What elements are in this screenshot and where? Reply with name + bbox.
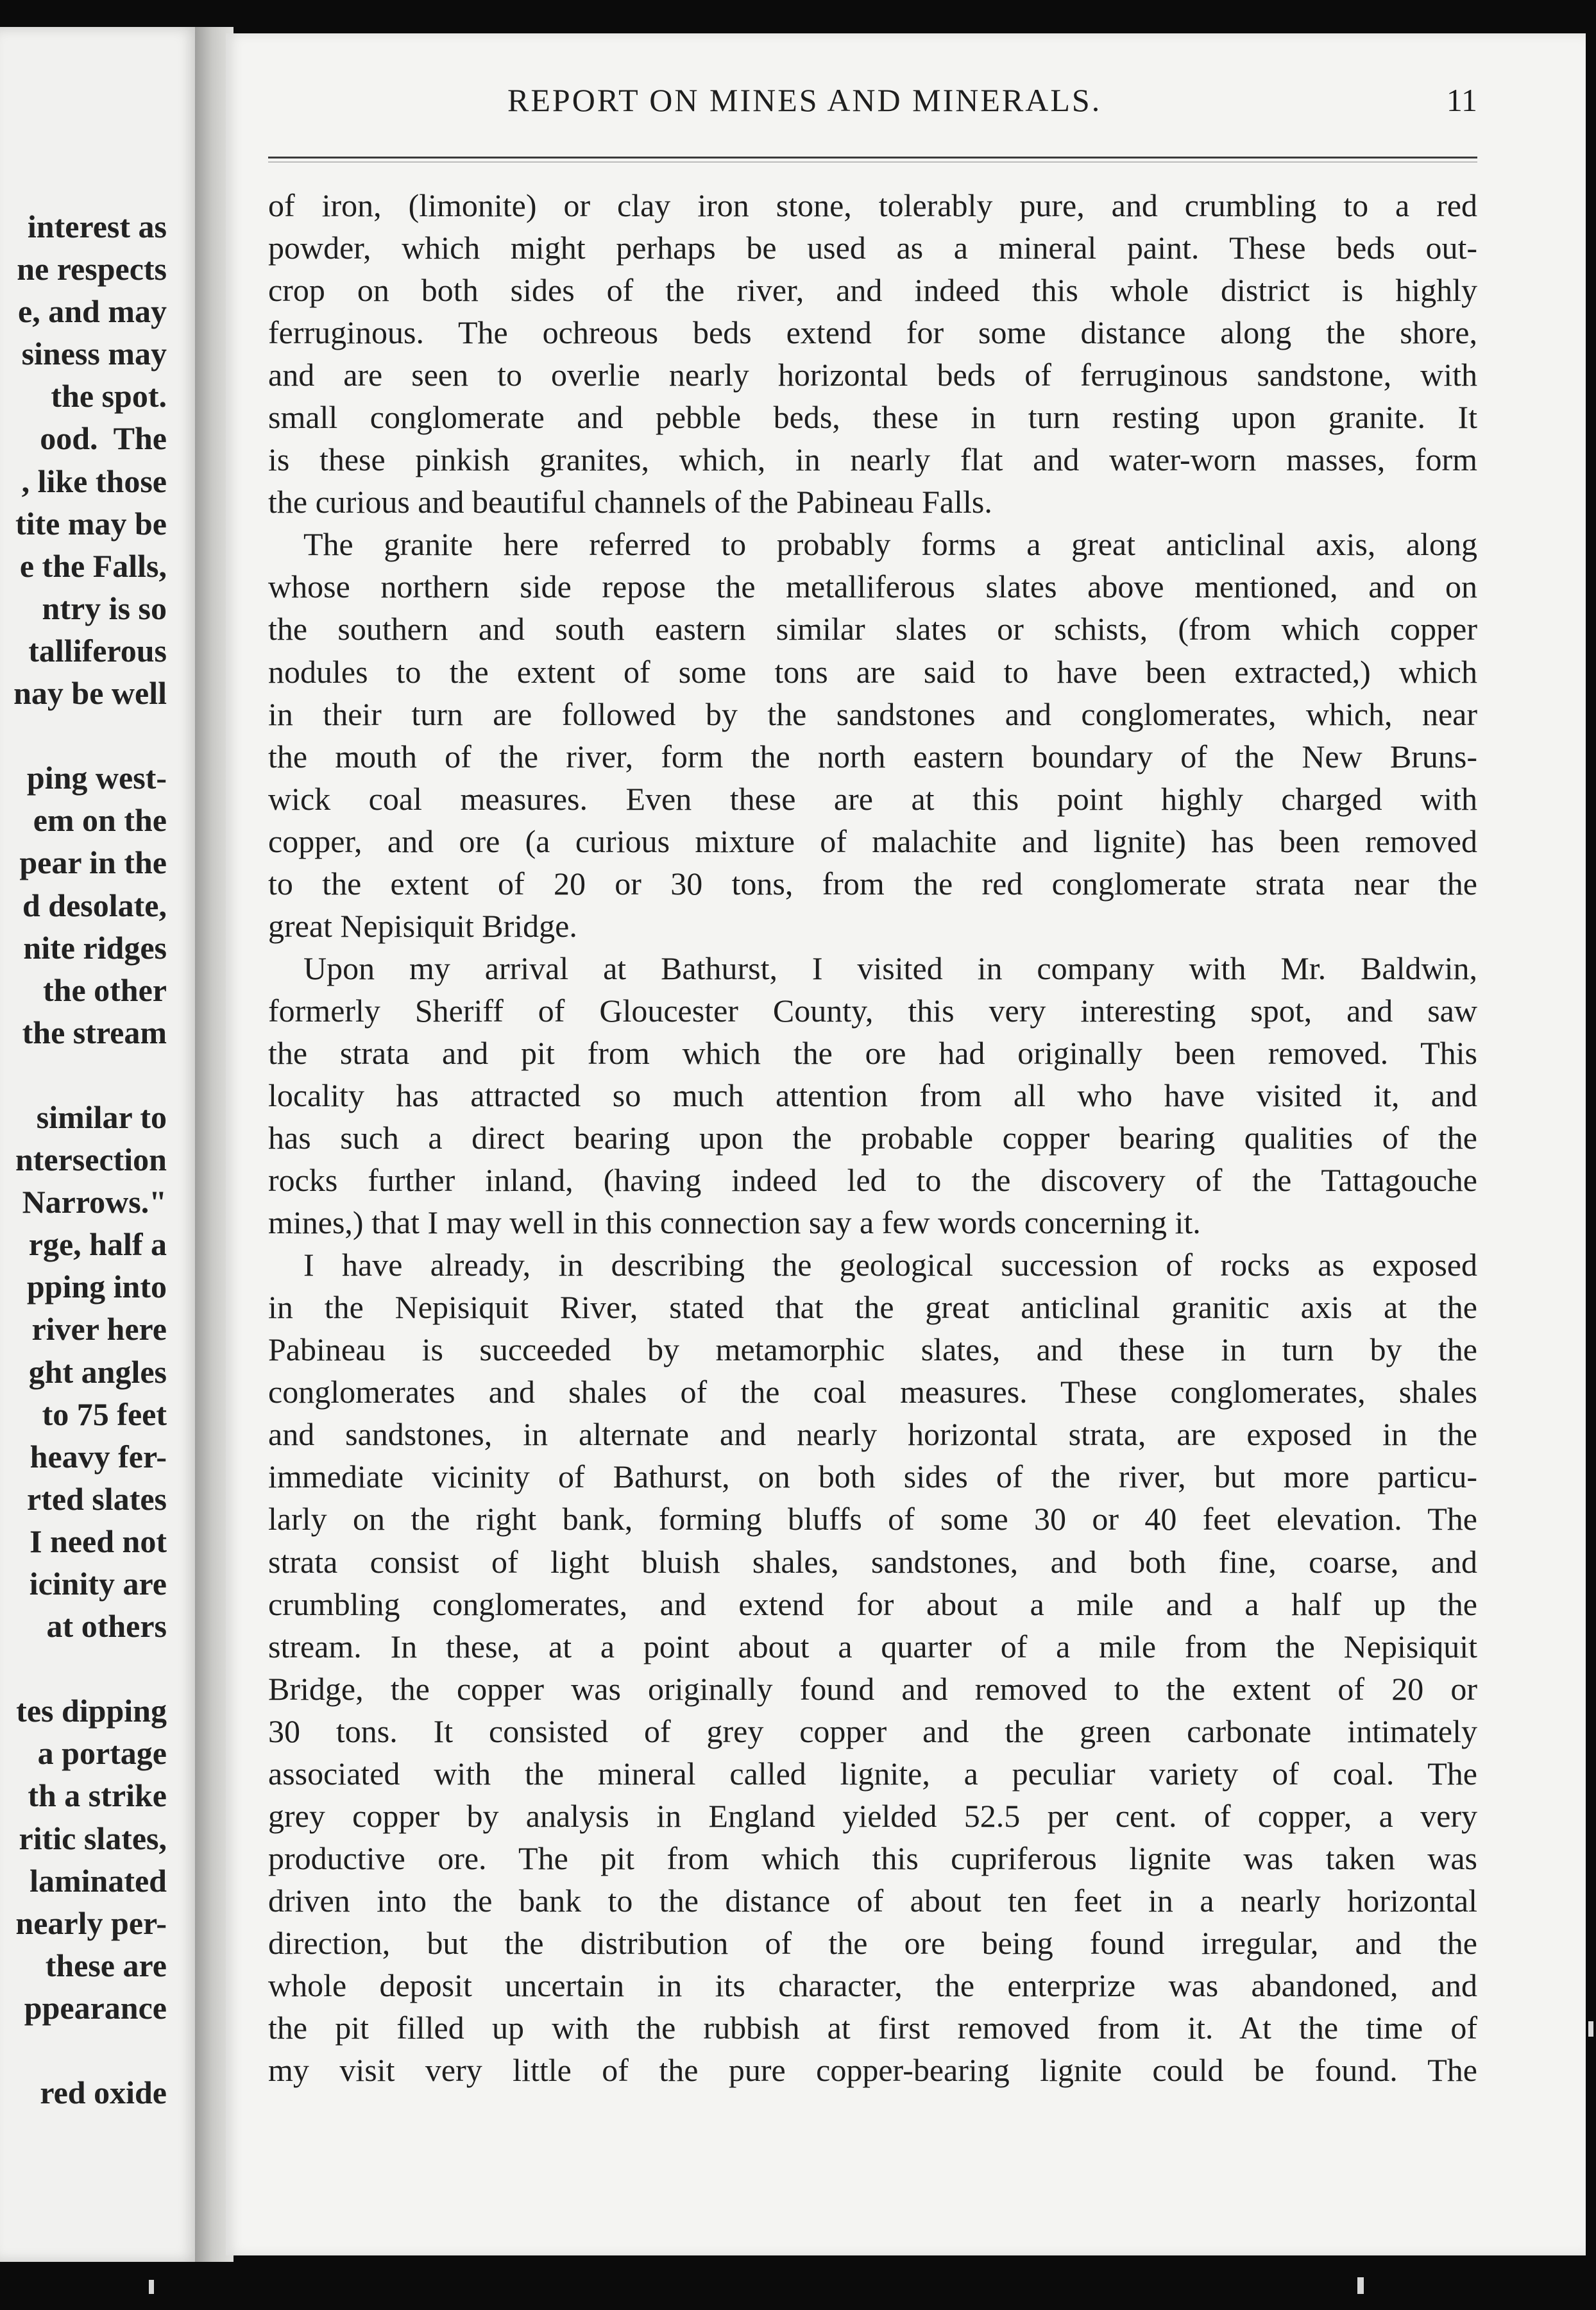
body-line: ferruginous. The ochreous beds extend for some distance along the shore, [268, 314, 1477, 351]
left-page-line: rted slates [27, 1480, 167, 1517]
left-page-line: pping into [26, 1269, 167, 1305]
body-line: crumbling conglomerates, and extend for about a mile and a half up the [268, 1586, 1477, 1622]
body-line: rocks further inland, (having indeed led to the discovery of the Tattagouche [268, 1162, 1477, 1199]
left-page-line: the spot. [51, 378, 167, 415]
left-page-line: the stream [22, 1014, 167, 1050]
scan-edge-mark [149, 2280, 154, 2294]
left-page-line: ntry is so [42, 590, 167, 626]
body-line: the curious and beautiful channels of the Pabineau Falls. [268, 484, 992, 520]
left-page-text-fragment [0, 205, 167, 2114]
body-line: immediate vicinity of Bathurst, on both sides of the river, but more particu- [268, 1459, 1477, 1495]
body-line: associated with the mineral called lignite, a peculiar variety of coal. The [268, 1755, 1477, 1792]
left-page-line: e the Falls, [19, 547, 167, 584]
left-page-line: ne respects [17, 251, 167, 287]
left-page-line: at others [46, 1608, 167, 1645]
body-line: and are seen to overlie nearly horizontal beds of ferruginous sandstone, with [268, 357, 1477, 393]
left-page-line: e, and may [18, 293, 167, 330]
scan-edge-mark [1357, 2277, 1364, 2294]
left-page-line: th a strike [28, 1777, 167, 1814]
left-page-line: tes dipping [16, 1693, 167, 1729]
body-line: grey copper by analysis in England yielded 52.5 per cent. of copper, a very [268, 1797, 1477, 1834]
body-line: whole deposit uncertain in its character, the enterprize was abandoned, and [268, 1967, 1477, 2003]
left-page-line: laminated [30, 1862, 167, 1899]
body-line: 30 tons. It consisted of grey copper and the green carbonate intimately [268, 1713, 1477, 1749]
left-page-line [0, 1054, 167, 1096]
header-rule [268, 157, 1477, 158]
left-page-line: red oxide [40, 2075, 167, 2111]
body-line: mines,) that I may well in this connection say a few words concerning it. [268, 1204, 1201, 1241]
left-page-line: rge, half a [28, 1226, 167, 1263]
left-page-line: river here [31, 1311, 167, 1348]
body-line: strata consist of light bluish shales, sandstones, and both fine, coarse, and [268, 1543, 1477, 1580]
left-page-line: em on the [33, 802, 167, 839]
body-line: The granite here referred to probably forms a great anticlinal axis, along [303, 526, 1477, 563]
body-line: driven into the bank to the distance of about ten feet in a nearly horizontal [268, 1882, 1477, 1919]
body-line: locality has attracted so much attention from all who have visited it, and [268, 1077, 1477, 1113]
left-page-line: ping west- [26, 760, 167, 796]
running-head: REPORT ON MINES AND MINERALS. [507, 82, 1102, 118]
body-line: copper, and ore (a curious mixture of malachite and lignite) has been removed [268, 823, 1477, 859]
left-page-line: heavy fer- [30, 1438, 167, 1475]
body-line: whose northern side repose the metalliferous slates above mentioned, and on [268, 569, 1477, 605]
left-page-line: talliferous [28, 632, 167, 669]
body-line: has such a direct bearing upon the probable copper bearing qualities of the [268, 1120, 1477, 1156]
body-line: formerly Sheriff of Gloucester County, this very interesting spot, and saw [268, 992, 1477, 1029]
body-line: the southern and south eastern similar slates or schists, (from which copper [268, 611, 1477, 647]
body-line: larly on the right bank, forming bluffs of some 30 or 40 feet elevation. The [268, 1501, 1477, 1537]
body-line: wick coal measures. Even these are at this point highly charged with [268, 780, 1477, 817]
body-line: conglomerates and shales of the coal measures. These conglomerates, shales [268, 1374, 1477, 1410]
left-page-line: interest as [27, 209, 167, 244]
page-header [268, 61, 1477, 119]
body-line: stream. In these, at a point about a quarter of a mile from the Nepisiquit [268, 1628, 1477, 1664]
left-page-line: icinity are [29, 1566, 167, 1602]
body-line: my visit very little of the pure copper-bearing lignite could be found. The [268, 2052, 1477, 2089]
left-page-line [0, 1647, 167, 1690]
body-line: direction, but the distribution of the ore being found irregular, and the [268, 1924, 1477, 1961]
body-line: is these pinkish granites, which, in nearly flat and water-worn masses, form [268, 441, 1477, 478]
left-page-line: nite ridges [23, 929, 167, 966]
left-page-line: d desolate, [22, 887, 167, 923]
body-line: the mouth of the river, form the north eastern boundary of the New Bruns- [268, 738, 1477, 774]
body-line: productive ore. The pit from which this cupriferous lignite was taken was [268, 1840, 1477, 1876]
left-page-line: ght angles [28, 1353, 167, 1390]
body-text [268, 184, 1477, 2091]
body-line: Bridge, the copper was originally found and removed to the extent of 20 or [268, 1670, 1477, 1707]
body-line: in their turn are followed by the sandstones and conglomerates, which, near [268, 696, 1477, 732]
body-line: of iron, (limonite) or clay iron stone, tolerably pure, and crumbling to a red [268, 187, 1477, 223]
left-page-line [0, 2029, 167, 2071]
scan-edge-mark [1588, 2021, 1593, 2037]
page-number: 11 [1446, 82, 1477, 118]
left-page-line: , like those [21, 463, 167, 499]
left-page-line: ppearance [24, 1989, 167, 2026]
left-page-line: ntersection [15, 1142, 167, 1178]
body-line: in the Nepisiquit River, stated that the great anticlinal granitic axis at the [268, 1289, 1477, 1326]
body-line: nodules to the extent of some tons are said to have been extracted,) which [268, 653, 1477, 690]
body-line: the pit filled up with the rubbish at first removed from it. At the time of [268, 2010, 1477, 2046]
left-page-line: a portage [37, 1735, 167, 1772]
body-line: Upon my arrival at Bathurst, I visited in company with Mr. Baldwin, [303, 950, 1477, 986]
left-page-line: siness may [21, 336, 167, 372]
body-line: crop on both sides of the river, and indeed this whole district is highly [268, 272, 1477, 309]
body-line: I have already, in describing the geological succession of rocks as exposed [303, 1247, 1477, 1283]
body-line: small conglomerate and pebble beds, these in turn resting upon granite. It [268, 399, 1477, 436]
left-page-line: nay be well [13, 675, 167, 712]
left-page-line [0, 714, 167, 757]
left-page-line: I need not [30, 1523, 167, 1559]
body-line: and sandstones, in alternate and nearly horizontal strata, are exposed in the [268, 1416, 1477, 1453]
left-page-line: ritic slates, [19, 1820, 167, 1856]
left-page-line: these are [45, 1947, 167, 1983]
left-page-line: to 75 feet [42, 1396, 167, 1432]
left-page-line: ood. The [40, 420, 167, 457]
left-page-line: the other [43, 971, 167, 1008]
body-line: to the extent of 20 or 30 tons, from the red conglomerate strata near the [268, 865, 1477, 902]
left-page-line: nearly per- [15, 1904, 167, 1941]
body-line: the strata and pit from which the ore had originally been removed. This [268, 1034, 1477, 1071]
left-page-line: Narrows." [22, 1184, 167, 1220]
left-page-line: similar to [36, 1099, 167, 1135]
body-line: great Nepisiquit Bridge. [268, 907, 577, 944]
body-line: Pabineau is succeeded by metamorphic slates, and these in turn by the [268, 1331, 1477, 1368]
body-line: powder, which might perhaps be used as a mineral paint. These beds out- [268, 230, 1477, 266]
left-facing-page [0, 27, 200, 2262]
left-page-line: tite may be [15, 505, 167, 542]
left-page-line: pear in the [19, 844, 167, 881]
